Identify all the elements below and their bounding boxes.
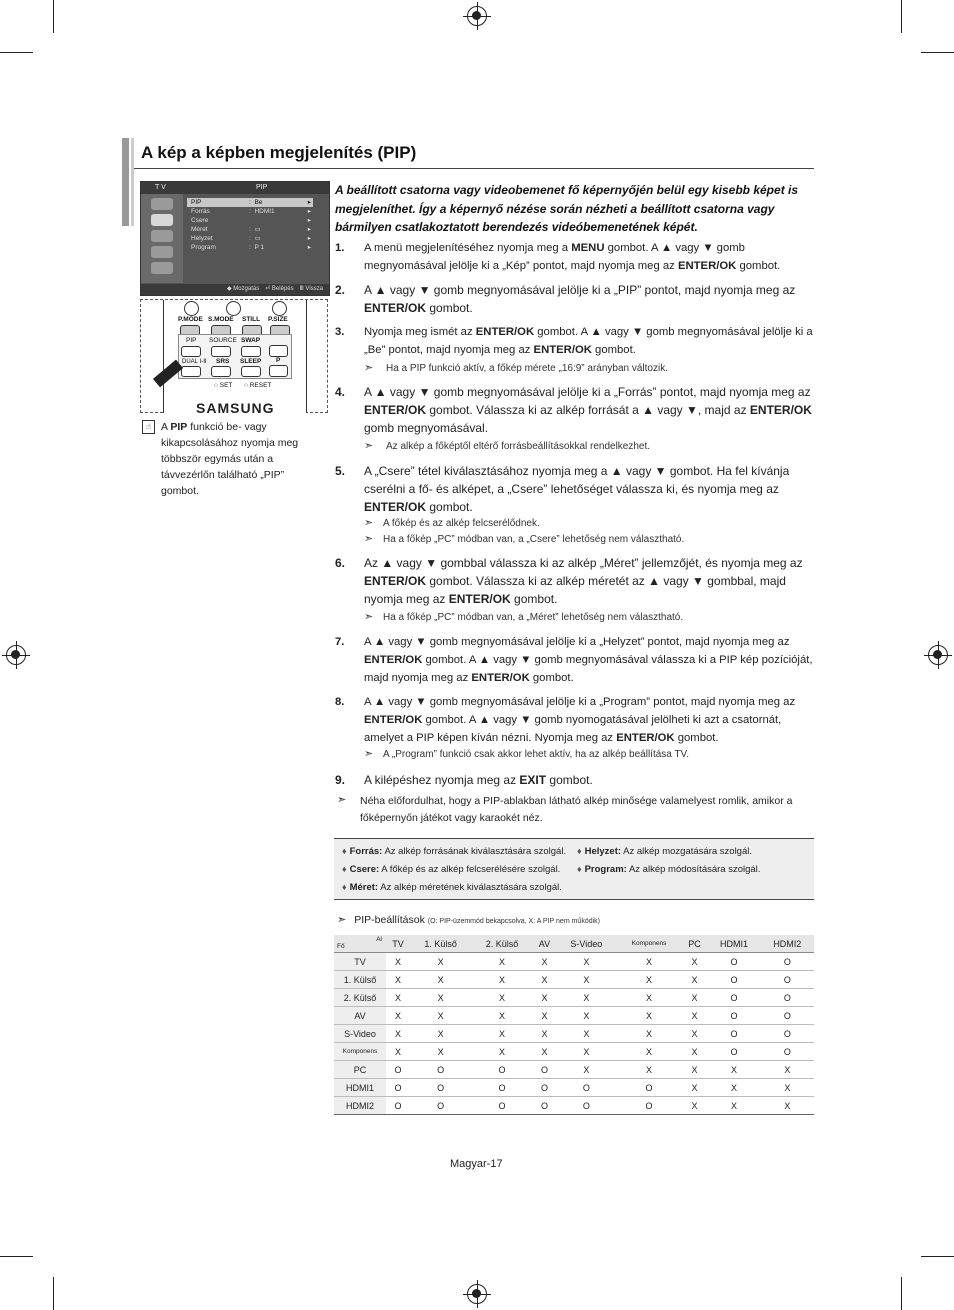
- pip-table-body: [334, 953, 814, 1115]
- setup-icon: [151, 262, 173, 274]
- remote-illustration: [140, 299, 328, 416]
- row-header: AV: [334, 1007, 386, 1025]
- table-cell: X: [707, 1061, 760, 1079]
- table-cell: O: [533, 1097, 557, 1115]
- tv-menu-list: [187, 198, 313, 252]
- table-corner-cell: Fő Al: [334, 935, 386, 953]
- table-cell: X: [682, 1061, 708, 1079]
- column-header: HDMI2: [761, 935, 814, 953]
- column-header: S-Video: [556, 935, 616, 953]
- table-cell: X: [533, 953, 557, 971]
- table-cell: O: [471, 1079, 532, 1097]
- table-cell: X: [471, 1043, 532, 1061]
- sleep-button: [241, 366, 261, 377]
- table-cell: X: [682, 1043, 708, 1061]
- row-header: Komponens: [334, 1043, 386, 1061]
- table-cell: X: [410, 989, 471, 1007]
- table-cell: X: [707, 1079, 760, 1097]
- summary-item: ♦ Helyzet: Az alkép mozgatására szolgál.: [577, 846, 752, 857]
- srs-button: [211, 366, 231, 377]
- tv-menu-row: Méret : ▭ ▸: [191, 226, 311, 233]
- page-title: A kép a képben megjelenítés (PIP): [141, 143, 417, 162]
- title-divider: [134, 168, 814, 169]
- tv-menu-row: Csere ▸: [191, 217, 311, 224]
- table-cell: X: [616, 989, 681, 1007]
- power-button-icon: [184, 301, 199, 316]
- table-cell: O: [471, 1061, 532, 1079]
- crop-mark: [0, 1256, 33, 1257]
- intro-paragraph: A beállított csatorna vagy videobemenet fő képernyőjén belül egy kisebb képet is megjeleníthet. Így a képernyő nézése során nézheti a beállított csatorna vagy bármilyen csatlakoztatott berendezés videóbemenetének képét.: [335, 183, 799, 234]
- table-header-row: [334, 935, 814, 953]
- crop-mark: [901, 1277, 902, 1310]
- row-header: HDMI1: [334, 1079, 386, 1097]
- table-cell: X: [556, 971, 616, 989]
- table-cell: X: [682, 1007, 708, 1025]
- table-row: [334, 1097, 814, 1115]
- reset-label: ○ RESET: [244, 382, 272, 389]
- up-button: [269, 345, 288, 357]
- table-row: [334, 971, 814, 989]
- table-cell: X: [682, 1025, 708, 1043]
- p-label: P: [276, 357, 281, 364]
- table-row: [334, 1061, 814, 1079]
- table-cell: O: [410, 1079, 471, 1097]
- picture-icon: [151, 214, 173, 226]
- table-cell: X: [616, 1007, 681, 1025]
- table-cell: O: [761, 953, 814, 971]
- tv-menu-header-left: T V: [155, 184, 166, 191]
- table-cell: X: [556, 989, 616, 1007]
- table-cell: X: [616, 971, 681, 989]
- swap-label: SWAP: [241, 337, 261, 344]
- summary-box: [334, 838, 814, 900]
- summary-item: ♦ Csere: A főkép és az alkép felcserélésére szolgál.: [342, 864, 561, 875]
- table-cell: X: [761, 1097, 814, 1115]
- pip-label: PIP: [186, 337, 197, 344]
- pip-settings-caption: ➣ PIP-beállítások (O: PIP-üzemmód bekapcsolva, X: A PIP nem működik): [337, 914, 600, 926]
- row-header: PC: [334, 1061, 386, 1079]
- table-cell: X: [682, 1079, 708, 1097]
- table-row: [334, 953, 814, 971]
- tv-menu-icon-column: [141, 194, 183, 283]
- table-cell: O: [471, 1097, 532, 1115]
- table-cell: X: [682, 971, 708, 989]
- tv-menu-row: Program : P 1 ▸: [191, 244, 311, 251]
- table-cell: X: [533, 1025, 557, 1043]
- table-cell: X: [410, 1043, 471, 1061]
- table-cell: X: [386, 1043, 410, 1061]
- column-header: PC: [682, 935, 708, 953]
- tv-menu-row: Helyzet : ▭ ▸: [191, 235, 311, 242]
- smode-label: S.MODE: [208, 316, 234, 323]
- table-cell: O: [761, 971, 814, 989]
- input-icon: [151, 198, 173, 210]
- table-cell: O: [386, 1061, 410, 1079]
- row-header: S-Video: [334, 1025, 386, 1043]
- tv-menu-header-title: PIP: [256, 184, 268, 191]
- set-label: ○ SET: [214, 382, 233, 389]
- crop-mark: [921, 1256, 954, 1257]
- table-cell: X: [556, 1025, 616, 1043]
- mode-button-icon: [226, 301, 241, 316]
- table-cell: X: [471, 1007, 532, 1025]
- table-row: [334, 1007, 814, 1025]
- tv-menu-row: Forrás : HDMI1 ▸: [191, 208, 311, 215]
- table-cell: X: [386, 971, 410, 989]
- table-cell: X: [533, 989, 557, 1007]
- table-cell: X: [471, 989, 532, 1007]
- table-cell: O: [410, 1097, 471, 1115]
- table-cell: X: [533, 1007, 557, 1025]
- row-header: 2. Külső: [334, 989, 386, 1007]
- crop-mark: [921, 52, 954, 53]
- table-cell: O: [556, 1097, 616, 1115]
- table-cell: X: [386, 989, 410, 1007]
- still-label: STILL: [242, 316, 261, 323]
- table-cell: X: [471, 971, 532, 989]
- table-cell: O: [707, 1043, 760, 1061]
- sound-icon: [151, 230, 173, 242]
- summary-item: ♦ Program: Az alkép módosítására szolgál.: [577, 864, 761, 875]
- remote-control: [163, 300, 307, 416]
- tv-menu-illustration: [140, 181, 330, 296]
- tv-menu-header: [141, 182, 329, 194]
- table-cell: X: [556, 1061, 616, 1079]
- table-cell: X: [410, 971, 471, 989]
- source-button: [211, 346, 231, 357]
- table-cell: X: [386, 953, 410, 971]
- table-cell: X: [410, 1025, 471, 1043]
- channel-icon: [151, 246, 173, 258]
- tv-menu-footer: ◆ Mozgatás ⏎ Belépés Ⅲ Vissza: [141, 284, 329, 295]
- table-cell: X: [471, 953, 532, 971]
- table-cell: O: [707, 971, 760, 989]
- table-cell: X: [386, 1025, 410, 1043]
- table-cell: O: [556, 1079, 616, 1097]
- column-header: TV: [386, 935, 410, 953]
- table-row: [334, 1043, 814, 1061]
- table-cell: X: [682, 953, 708, 971]
- table-cell: X: [386, 1007, 410, 1025]
- table-cell: X: [761, 1061, 814, 1079]
- table-cell: X: [616, 1043, 681, 1061]
- table-cell: X: [533, 1043, 557, 1061]
- tv-menu-row: PIP : Be ▸: [187, 198, 313, 207]
- table-cell: X: [761, 1079, 814, 1097]
- srs-label: SRS: [216, 358, 230, 365]
- table-cell: O: [707, 1007, 760, 1025]
- registration-mark-icon: [928, 645, 948, 665]
- samsung-logo: SAMSUNG: [196, 400, 275, 416]
- crop-mark: [0, 52, 33, 53]
- dual-label: DUAL Ⅰ-Ⅱ: [182, 359, 207, 365]
- row-header: HDMI2: [334, 1097, 386, 1115]
- table-row: [334, 1025, 814, 1043]
- psize-label: P.SIZE: [268, 316, 288, 323]
- page-number: Magyar-17: [450, 1158, 503, 1170]
- table-cell: O: [616, 1097, 681, 1115]
- table-cell: O: [616, 1079, 681, 1097]
- note-hand-icon: ☝: [142, 420, 155, 434]
- pmode-label: P.MODE: [178, 316, 203, 323]
- pip-settings-table: [334, 935, 814, 1115]
- display-button-icon: [272, 301, 287, 316]
- table-cell: X: [707, 1097, 760, 1115]
- column-header: Komponens: [616, 935, 681, 953]
- table-cell: O: [761, 1007, 814, 1025]
- table-cell: X: [682, 989, 708, 1007]
- table-cell: X: [556, 1043, 616, 1061]
- table-cell: O: [761, 989, 814, 1007]
- side-note: A PIP funkció be- vagy kikapcsolásához nyomja meg többször egymás után a távvezérlőn található „PIP” gombot.: [161, 421, 299, 497]
- table-cell: X: [682, 1097, 708, 1115]
- table-row: [334, 989, 814, 1007]
- table-cell: X: [556, 1007, 616, 1025]
- source-label: SOURCE: [209, 337, 237, 344]
- table-cell: O: [707, 953, 760, 971]
- crop-mark: [53, 0, 54, 33]
- table-cell: X: [616, 953, 681, 971]
- column-header: HDMI1: [707, 935, 760, 953]
- table-cell: O: [707, 989, 760, 1007]
- table-cell: O: [533, 1061, 557, 1079]
- table-cell: O: [386, 1097, 410, 1115]
- table-cell: O: [761, 1025, 814, 1043]
- down-button: [269, 365, 288, 377]
- table-cell: O: [386, 1079, 410, 1097]
- swap-button: [241, 346, 261, 357]
- table-cell: X: [616, 1025, 681, 1043]
- row-header: TV: [334, 953, 386, 971]
- crop-mark: [53, 1277, 54, 1310]
- sleep-label: SLEEP: [240, 358, 262, 365]
- table-cell: X: [410, 1007, 471, 1025]
- crop-mark: [901, 0, 902, 33]
- column-header: 2. Külső: [471, 935, 532, 953]
- registration-mark-icon: [6, 645, 26, 665]
- column-header: AV: [533, 935, 557, 953]
- table-cell: X: [533, 971, 557, 989]
- table-cell: X: [616, 1061, 681, 1079]
- table-cell: O: [707, 1025, 760, 1043]
- table-row: [334, 1079, 814, 1097]
- table-cell: O: [533, 1079, 557, 1097]
- table-cell: X: [410, 953, 471, 971]
- registration-mark-icon: [467, 6, 487, 26]
- table-cell: O: [761, 1043, 814, 1061]
- row-header: 1. Külső: [334, 971, 386, 989]
- table-cell: X: [471, 1025, 532, 1043]
- section-marker-bar: [122, 138, 129, 226]
- registration-mark-icon: [467, 1284, 487, 1304]
- section-marker-bar: [131, 138, 134, 226]
- summary-item: ♦ Méret: Az alkép méretének kiválasztására szolgál.: [342, 882, 562, 893]
- dual-button: [181, 366, 201, 377]
- table-cell: X: [556, 953, 616, 971]
- column-header: 1. Külső: [410, 935, 471, 953]
- pip-button: [181, 346, 201, 357]
- table-cell: O: [410, 1061, 471, 1079]
- summary-item: ♦ Forrás: Az alkép forrásának kiválasztására szolgál.: [342, 846, 567, 857]
